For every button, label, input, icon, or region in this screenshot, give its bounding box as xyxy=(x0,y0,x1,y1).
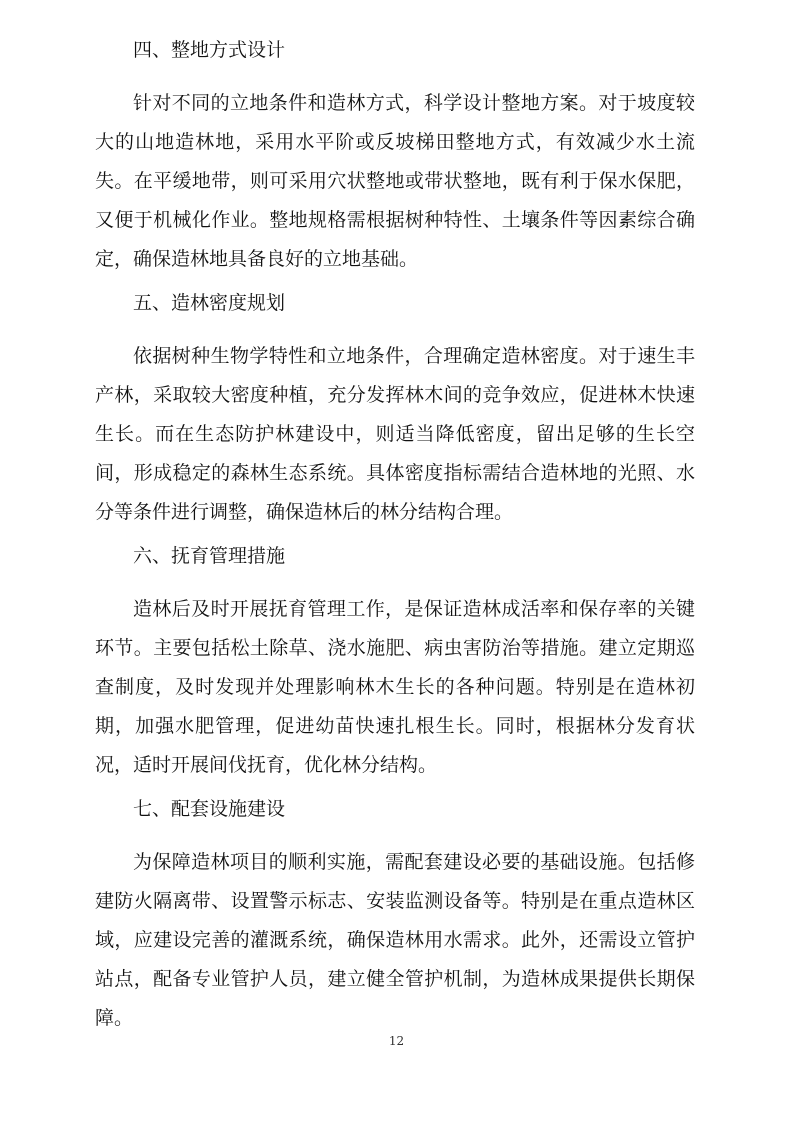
section-paragraph: 为保障造林项目的顺利实施，需配套建设必要的基础设施。包括修建防火隔离带、设置警示标志、安装监测设备等。特别是在重点造林区域，应建设完善的灌溉系统，确保造林用水需求。此外，还需设立管护站点，配备专业管护人员，建立健全管护机制，为造林成果提供长期保障。 xyxy=(95,851,695,1029)
section-heading: 六、抚育管理措施 xyxy=(133,545,286,567)
section-heading: 五、造林密度规划 xyxy=(133,292,286,314)
page-number: 12 xyxy=(388,1034,405,1048)
section-paragraph: 造林后及时开展抚育管理工作，是保证造林成活率和保存率的关键环节。主要包括松土除草、浇水施肥、病虫害防治等措施。建立定期巡查制度，及时发现并处理影响林木生长的各种问题。特别是在造林初期，加强水肥管理，促进幼苗快速扎根生长。同时，根据林分发育状况，适时开展间伐抚育，优化林分结构。 xyxy=(95,598,695,776)
document-page xyxy=(95,38,695,1038)
section-paragraph: 依据树种生物学特性和立地条件，合理确定造林密度。对于速生丰产林，采取较大密度种植，充分发挥林木间的竞争效应，促进林木快速生长。而在生态防护林建设中，则适当降低密度，留出足够的生长空间，形成稳定的森林生态系统。具体密度指标需结合造林地的光照、水分等条件进行调整，确保造林后的林分结构合理。 xyxy=(95,345,695,523)
section-5 xyxy=(95,291,695,544)
section-heading: 七、配套设施建设 xyxy=(133,798,286,820)
section-7 xyxy=(95,797,695,1038)
section-4 xyxy=(95,38,695,291)
section-heading: 四、整地方式设计 xyxy=(133,39,286,61)
section-paragraph: 针对不同的立地条件和造林方式，科学设计整地方案。对于坡度较大的山地造林地，采用水平阶或反坡梯田整地方式，有效减少水土流失。在平缓地带，则可采用穴状整地或带状整地，既有利于保水保肥，又便于机械化作业。整地规格需根据树种特性、土壤条件等因素综合确定，确保造林地具备良好的立地基础。 xyxy=(95,92,695,270)
section-6 xyxy=(95,544,695,797)
